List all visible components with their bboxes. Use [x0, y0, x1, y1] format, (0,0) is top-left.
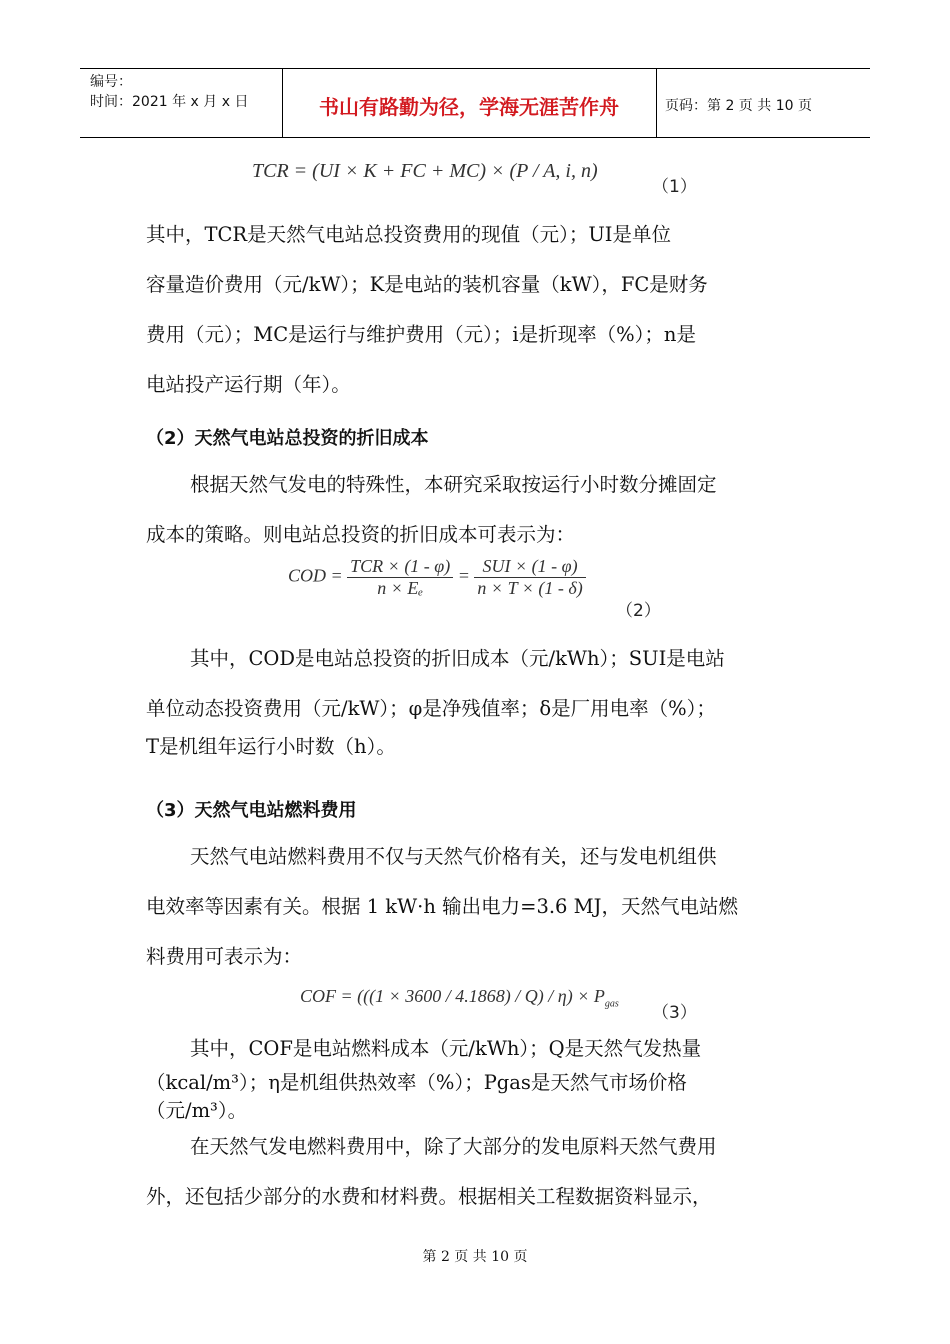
equation-1: TCR = (UI × K + FC + MC) × (P / A, i, n)	[252, 160, 598, 182]
paragraph-line: 其中，COD是电站总投资的折旧成本（元/kWh）；SUI是电站	[190, 647, 725, 670]
paragraph-line: 费用（元）；MC是运行与维护费用（元）；i是折现率（%）；n是	[146, 323, 696, 346]
header-meta-cell	[80, 69, 283, 137]
paragraph-line: 其中，TCR是天然气电站总投资费用的现值（元）；UI是单位	[146, 223, 671, 246]
page-header	[80, 68, 870, 138]
header-page-cell	[657, 69, 870, 137]
paragraph-line: T是机组年运行小时数（h）。	[146, 735, 396, 758]
equation-2-number: （2）	[616, 601, 661, 621]
equation-2-fraction-2	[474, 556, 585, 599]
paragraph-line: 天然气电站燃料费用不仅与天然气价格有关，还与发电机组供	[190, 845, 717, 868]
fraction-denominator: n × Eₑ	[377, 578, 424, 598]
header-page-number: 页码：第 2 页 共 10 页	[665, 98, 812, 114]
section-heading-2: （2）天然气电站总投资的折旧成本	[146, 428, 429, 449]
section-heading-3: （3）天然气电站燃料费用	[146, 800, 357, 821]
paragraph-line: 其中，COF是电站燃料成本（元/kWh）；Q是天然气发热量	[190, 1037, 702, 1060]
paragraph-line: 根据天然气发电的特殊性，本研究采取按运行小时数分摊固定	[190, 473, 717, 496]
paragraph-line: 单位动态投资费用（元/kW）；φ是净残值率；δ是厂用电率（%）；	[146, 697, 716, 720]
equation-1-number: （1）	[652, 177, 697, 197]
paragraph-line: 成本的策略。则电站总投资的折旧成本可表示为：	[146, 523, 576, 546]
paragraph-line: （kcal/m³）；η是机组供热效率（%）；Pgas是天然气市场价格	[146, 1071, 687, 1094]
paragraph-line: 外，还包括少部分的水费和材料费。根据相关工程数据资料显示，	[146, 1185, 712, 1208]
equation-3-subscript: gas	[604, 998, 619, 1010]
paragraph-line: （元/m³）。	[146, 1099, 248, 1122]
equation-3	[300, 986, 619, 1010]
document-number: 编号：	[90, 74, 132, 90]
fraction-numerator: TCR × (1 - φ)	[347, 556, 453, 578]
document-date: 时间：2021 年 x 月 x 日	[90, 94, 249, 110]
equation-2-lhs: COD =	[288, 565, 343, 586]
equation-2	[288, 556, 586, 599]
equation-3-number: （3）	[652, 1003, 697, 1023]
paragraph-line: 容量造价费用（元/kW）；K是电站的装机容量（kW），FC是财务	[146, 273, 708, 296]
page-footer: 第 2 页 共 10 页	[422, 1249, 528, 1265]
equation-3-formula: COF = (((1 × 3600 / 4.1868) / Q) / η) × P	[300, 986, 605, 1006]
paragraph-line: 电效率等因素有关。根据 1 kW·h 输出电力=3.6 MJ，天然气电站燃	[146, 895, 738, 918]
paragraph-line: 电站投产运行期（年）。	[146, 373, 351, 396]
fraction-numerator: SUI × (1 - φ)	[474, 556, 585, 578]
header-motto: 书山有路勤为径，学海无涯苦作舟	[319, 95, 619, 119]
equation-2-equals: =	[457, 565, 470, 586]
paragraph-line: 料费用可表示为：	[146, 945, 303, 968]
header-motto-cell	[282, 69, 657, 137]
equation-2-fraction-1	[347, 556, 453, 599]
paragraph-line: 在天然气发电燃料费用中，除了大部分的发电原料天然气费用	[190, 1135, 717, 1158]
fraction-denominator: n × T × (1 - δ)	[477, 578, 583, 598]
